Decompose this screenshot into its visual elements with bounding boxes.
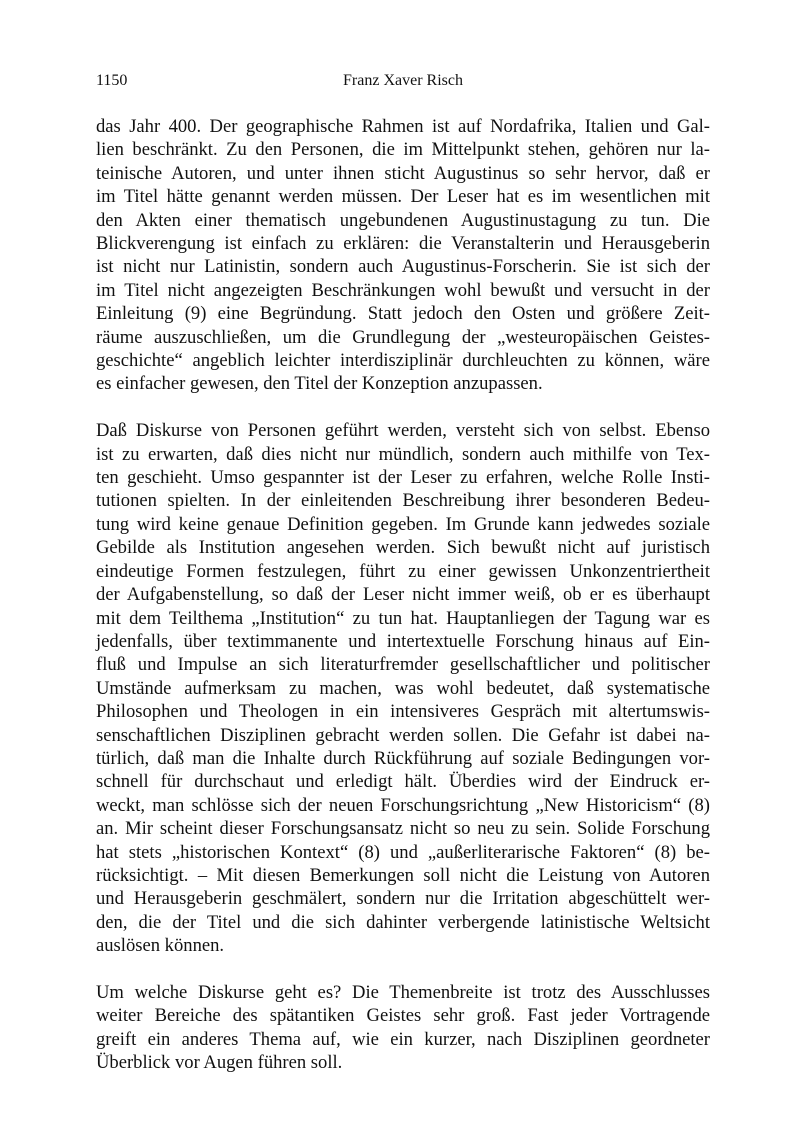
text-line: Um welche Diskurse geht es? Die Themenbreite ist trotz des Ausschlusses <box>96 982 710 1003</box>
text-line: jedenfalls, über textimmanente und intertextuelle Forschung hinaus auf Ein- <box>96 630 710 652</box>
paragraph-gap <box>96 958 710 981</box>
text-line: weiter Bereiche des spätantiken Geistes sehr groß. Fast jeder Vortragende <box>96 1005 710 1027</box>
body-text <box>96 115 710 1075</box>
text-line: Einleitung (9) eine Begründung. Statt jedoch den Osten und größere Zeit- <box>96 303 710 325</box>
text-line: Philosophen und Theologen in ein intensiveres Gespräch mit altertumswis- <box>96 701 710 723</box>
text-line: tung wird keine genaue Definition gegeben. Im Grunde kann jedwedes soziale <box>96 513 710 535</box>
text-line: ist nicht nur Latinistin, sondern auch Augustinus-Forscherin. Sie ist sich der <box>96 256 710 278</box>
text-line: ten geschieht. Umso gespannter ist der Leser zu erfahren, welche Rolle Insti- <box>96 467 710 489</box>
text-line: geschichte“ angeblich leichter interdisziplinär durchleuchten zu können, wäre <box>96 350 710 372</box>
paragraph-gap <box>96 396 710 419</box>
text-line: auslösen können. <box>96 935 225 957</box>
text-line: Gebilde als Institution angesehen werden. Sich bewußt nicht auf juristisch <box>96 537 710 559</box>
text-line: räume auszuschließen, um die Grundlegung der „westeuropäischen Geistes- <box>96 326 710 348</box>
text-line: an. Mir scheint dieser Forschungsansatz nicht so neu zu sein. Solide Forschung <box>96 818 710 840</box>
text-line: greift ein anderes Thema auf, wie ein kurzer, nach Disziplinen geordneter <box>96 1028 710 1050</box>
paragraph <box>96 115 710 396</box>
text-line: Daß Diskurse von Personen geführt werden, versteht sich von selbst. Ebenso <box>96 420 710 442</box>
text-line: schnell für durchschaut und erledigt hält. Überdies wird der Eindruck er- <box>96 771 710 793</box>
paragraph <box>96 981 710 1075</box>
text-line: Umstände aufmerksam zu machen, was wohl bedeutet, daß systematische <box>96 677 710 699</box>
text-line: eindeutige Formen festzulegen, führt zu einer gewissen Unkonzentriertheit <box>96 560 710 582</box>
page-header <box>96 72 710 94</box>
text-line: im Titel hätte genannt werden müssen. Der Leser hat es im wesentlichen mit <box>96 186 710 208</box>
text-line: senschaftlichen Disziplinen gebracht werden sollen. Die Gefahr ist dabei na- <box>96 724 710 746</box>
text-line: das Jahr 400. Der geographische Rahmen ist auf Nordafrika, Italien und Gal- <box>96 116 710 137</box>
text-line: weckt, man schlösse sich der neuen Forschungsrichtung „New Historicism“ (8) <box>96 794 710 816</box>
text-line: den Akten einer thematisch ungebundenen Augustinustagung zu tun. Die <box>96 209 710 231</box>
text-line: rücksichtigt. – Mit diesen Bemerkungen soll nicht die Leistung von Autoren <box>96 864 710 886</box>
text-line: und Herausgeberin geschmälert, sondern nur die Irritation abgeschüttelt wer- <box>96 888 710 910</box>
text-line: teinische Autoren, und unter ihnen sticht Augustinus so sehr hervor, daß er <box>96 162 710 184</box>
text-line: türlich, daß man die Inhalte durch Rückführung auf soziale Bedingungen vor- <box>96 747 710 769</box>
text-line: Überblick vor Augen führen soll. <box>96 1052 343 1074</box>
text-line: Blickverengung ist einfach zu erklären: die Veranstalterin und Herausgeberin <box>96 233 710 255</box>
text-line: es einfacher gewesen, den Titel der Konzeption anzupassen. <box>96 373 543 395</box>
text-line: mit dem Teilthema „Institution“ zu tun hat. Hauptanliegen der Tagung war es <box>96 607 710 629</box>
paragraph <box>96 419 710 957</box>
text-line: tutionen spielten. In der einleitenden Beschreibung ihrer besonderen Bedeu- <box>96 490 710 512</box>
text-line: im Titel nicht angezeigten Beschränkungen wohl bewußt und versucht in der <box>96 279 710 301</box>
text-line: ist zu erwarten, daß dies nicht nur mündlich, sondern auch mithilfe von Tex- <box>96 443 710 465</box>
running-head: Franz Xaver Risch <box>343 72 463 89</box>
text-line: fluß und Impulse an sich literaturfremder gesellschaftlicher und politischer <box>96 654 710 676</box>
text-line: den, die der Titel und die sich dahinter verbergende latinistische Weltsicht <box>96 911 710 933</box>
text-line: lien beschränkt. Zu den Personen, die im Mittelpunkt stehen, gehören nur la- <box>96 139 710 161</box>
text-line: der Aufgabenstellung, so daß der Leser nicht immer weiß, ob er es überhaupt <box>96 584 710 606</box>
text-line: hat stets „historischen Kontext“ (8) und „außerliterarische Faktoren“ (8) be- <box>96 841 710 863</box>
page-number: 1150 <box>96 72 128 89</box>
